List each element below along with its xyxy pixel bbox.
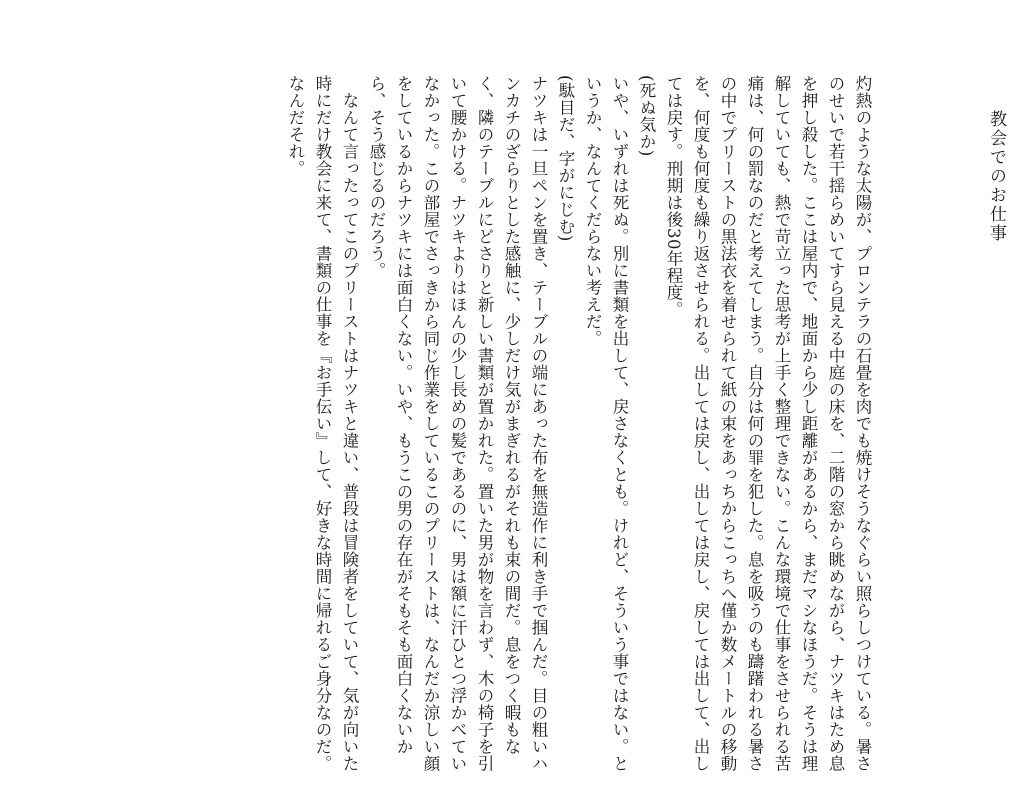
body-text: [282, 75, 876, 775]
paragraph: 灼熱のような太陽が、プロンテラの石畳を肉でも焼けそうなぐらい照らしつけている。暑さのせいで若干揺らめいてすら見える中庭の床を、二階の窓から眺めながら、ナツキはため息を押し殺した。ここは屋内で、地面から少し距離があるから、まだマシなほうだ。そうは理解していても、熱で苛立った思考が上手く整理できない。こんな環境で仕事をさせられる苦痛は、何の罰なのだと考えてしまう。自分は何の罪を犯した。息を吸うのも躊躇われる暑さの中でプリーストの黒法衣を着せられて紙の束をあっちからこっちへ僅か数メートルの移動を、何度も何度も繰り返させられる。出しては戻し、出しては戻し、戻しては出して、出しては戻す。刑期は後30年程度。: [664, 75, 872, 772]
paragraph: (駄目だ、字がにじむ): [556, 75, 575, 242]
paragraph: なんて言ったってこのプリーストはナツキと違い、普段は冒険者をしていて、気が向いた時にだけ教会に来て、書類の仕事を『お手伝い』して、好きな時間に帰れるご身分なのだ。なんだそれ。: [286, 75, 359, 772]
page-title: 教会でのお仕事: [986, 110, 1006, 243]
paragraph: いや、いずれは死ぬ。別に書類を出して、戻さなくとも。けれど、そういう事ではない。というか、なんてくだらない考えだ。: [583, 75, 629, 772]
paragraph: ナツキは一旦ペンを置き、テーブルの端にあった布を無造作に利き手で掴んだ。目の粗いハンカチのざらりとした感触に、少しだけ気がまぎれるがそれも束の間だ。息をつく暇もなく、隣のテーブルにどさりと新しい書類が置かれた。置いた男が物を言わず、木の椅子を引いて腰かける。ナツキよりはほんの少し長めの髪であるのに、男は額に汗ひとつ浮かべていなかった。この部屋でさっきから同じ作業をしているこのプリーストは、なんだか涼しい顔をしているからナツキには面白くない。いや、もうこの男の存在がそもそも面白くないから、そう感じるのだろう。: [367, 75, 548, 772]
paragraph: (死ぬ気か): [637, 75, 656, 157]
